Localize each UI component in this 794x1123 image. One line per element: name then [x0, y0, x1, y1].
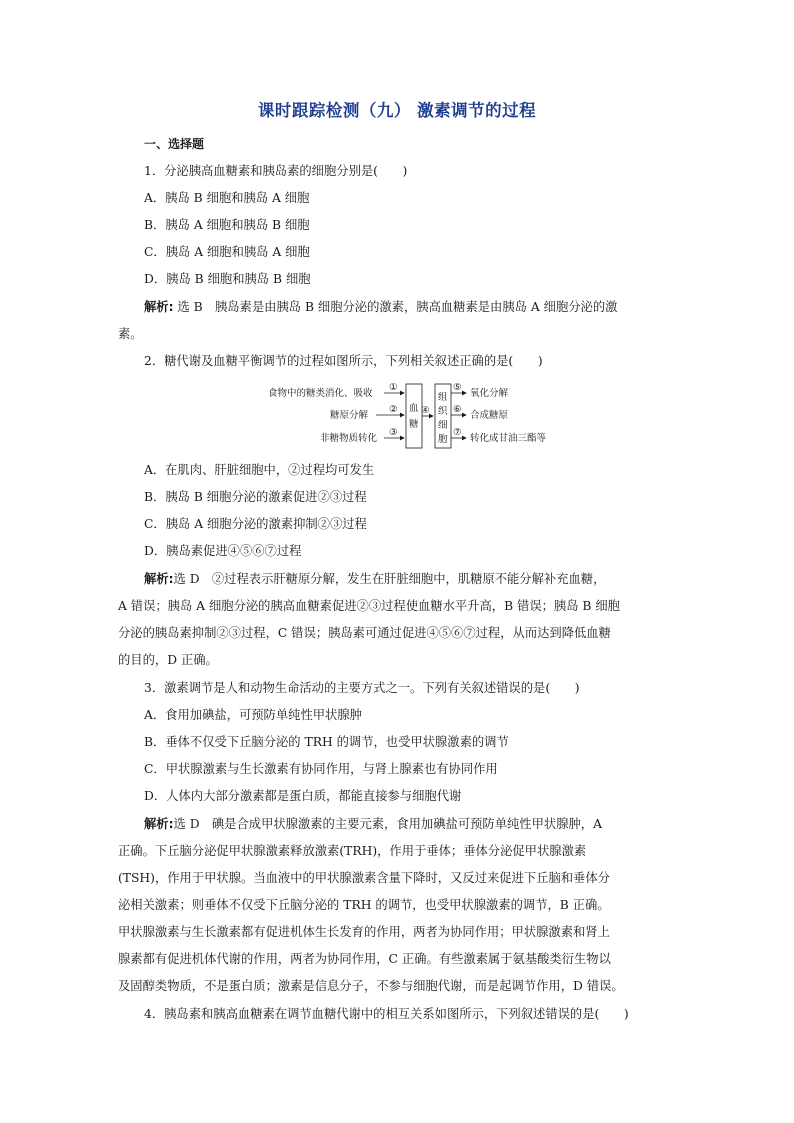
q3-answer-line-4: 泌相关激素；则垂体不仅受下丘脑分泌的 TRH 的调节，也受甲状腺激素的调节，B 正确。	[118, 898, 610, 912]
answer-label: 解析:	[144, 817, 174, 831]
answer-label: 解析:	[144, 300, 174, 314]
tissue-char-4: 胞	[438, 434, 448, 445]
diagram-output-oxidation: 氧化分解	[470, 388, 509, 399]
q1-answer-text-1: 选 B 胰岛素是由胰岛 B 细胞分泌的激素，胰高血糖素是由胰岛 A 细胞分泌的激	[173, 300, 618, 314]
q3-option-a: A．食用加碘盐，可预防单纯性甲状腺肿	[144, 708, 362, 722]
q2-stem: 2．糖代谢及血糖平衡调节的过程如图所示，下列相关叙述正确的是( )	[144, 354, 543, 368]
diagram-input-food: 食物中的糖类消化、吸收	[268, 388, 373, 399]
q3-answer-line-3: (TSH)，作用于甲状腺。当血液中的甲状腺激素含量下降时，又反过来促进下丘脑和垂体分	[118, 871, 610, 885]
q3-option-b: B．垂体不仅受下丘脑分泌的 TRH 的调节，也受甲状腺激素的调节	[144, 735, 509, 749]
diagram-num-5: ⑤	[453, 382, 462, 393]
q2-option-d: D．胰岛素促进④⑤⑥⑦过程	[144, 544, 302, 558]
q3-answer-text-1: 选 D 碘是合成甲状腺激素的主要元素，食用加碘盐可预防单纯性甲状腺肿，A	[173, 817, 602, 831]
q1-answer-line-2: 素。	[118, 327, 143, 341]
q4-stem: 4．胰岛素和胰高血糖素在调节血糖代谢中的相互关系如图所示，下列叙述错误的是( )	[144, 1007, 629, 1021]
tissue-char-2: 织	[438, 406, 448, 417]
blood-sugar-char-1: 血	[409, 403, 419, 414]
q3-answer-line-5: 甲状腺激素与生长激素都有促进机体生长发育的作用，两者为协同作用；甲状腺激素和肾上	[118, 925, 610, 939]
q1-option-d: D．胰岛 B 细胞和胰岛 B 细胞	[144, 272, 311, 286]
section-heading: 一、选择题	[144, 137, 205, 151]
diagram-num-2: ②	[389, 404, 398, 415]
q1-option-b: B．胰岛 A 细胞和胰岛 B 细胞	[144, 218, 310, 232]
diagram-num-6: ⑥	[453, 404, 462, 415]
diagram-num-1: ①	[389, 382, 398, 393]
blood-sugar-box	[406, 384, 422, 448]
q3-option-d: D．人体内大部分激素都是蛋白质，都能直接参与细胞代谢	[144, 789, 462, 803]
q2-option-a: A．在肌肉、肝脏细胞中，②过程均可发生	[144, 463, 375, 477]
diagram-output-glycogen: 合成糖原	[470, 410, 509, 421]
diagram-num-7: ⑦	[453, 427, 462, 438]
answer-label: 解析:	[144, 572, 174, 586]
q3-answer-line-2: 正确。下丘脑分泌促甲状腺激素释放激素(TRH)，作用于垂体；垂体分泌促甲状腺激素	[118, 844, 587, 858]
q2-answer-line-3: 分泌的胰岛素抑制②③过程，C 错误；胰岛素可通过促进④⑤⑥⑦过程，从而达到降低血糖	[118, 626, 611, 640]
q2-option-c: C．胰岛 A 细胞分泌的激素抑制②③过程	[144, 517, 367, 531]
diagram-input-nonsugar: 非糖物质转化	[320, 433, 378, 444]
diagram-input-glycogenolysis: 糖原分解	[330, 410, 369, 421]
diagram-num-4: ④	[421, 405, 430, 416]
q1-stem: 1．分泌胰高血糖素和胰岛素的细胞分别是( )	[144, 164, 408, 178]
page-title: 课时跟踪检测（九） 激素调节的过程	[257, 101, 537, 120]
q3-answer-line-6: 腺素都有促进机体代谢的作用，两者为协同作用，C 正确。有些激素属于氨基酸类衍生物以	[118, 952, 611, 966]
q3-option-c: C．甲状腺激素与生长激素有协同作用，与肾上腺素也有协同作用	[144, 762, 498, 776]
q3-answer-line-7: 及固醇类物质，不是蛋白质；激素是信息分子，不参与细胞代谢，而是起调节作用，D 错误。	[118, 979, 624, 993]
glucose-metabolism-diagram	[268, 381, 568, 453]
q2-answer-text-1: 选 D ②过程表示肝糖原分解，发生在肝脏细胞中，肌糖原不能分解补充血糖，	[173, 572, 606, 586]
tissue-char-1: 组	[438, 392, 448, 403]
q2-answer-line-2: A 错误；胰岛 A 细胞分泌的胰高血糖素促进②③过程使血糖水平升高，B 错误；胰岛 B 细胞	[118, 599, 620, 613]
q1-answer-line-1	[144, 299, 617, 315]
q2-answer-line-4: 的目的，D 正确。	[118, 653, 218, 667]
q3-stem: 3．激素调节是人和动物生命活动的主要方式之一。下列有关叙述错误的是( )	[144, 681, 580, 695]
blood-sugar-char-2: 糖	[409, 419, 419, 430]
diagram-num-3: ③	[389, 427, 398, 438]
q2-answer-line-1	[144, 571, 605, 587]
q1-option-c: C．胰岛 A 细胞和胰岛 A 细胞	[144, 245, 310, 259]
q3-answer-line-1	[144, 816, 602, 832]
q1-option-a: A．胰岛 B 细胞和胰岛 A 细胞	[144, 191, 310, 205]
q2-option-b: B．胰岛 B 细胞分泌的激素促进②③过程	[144, 490, 367, 504]
tissue-char-3: 细	[438, 420, 448, 431]
diagram-output-triglyceride: 转化成甘油三酯等	[470, 433, 547, 444]
